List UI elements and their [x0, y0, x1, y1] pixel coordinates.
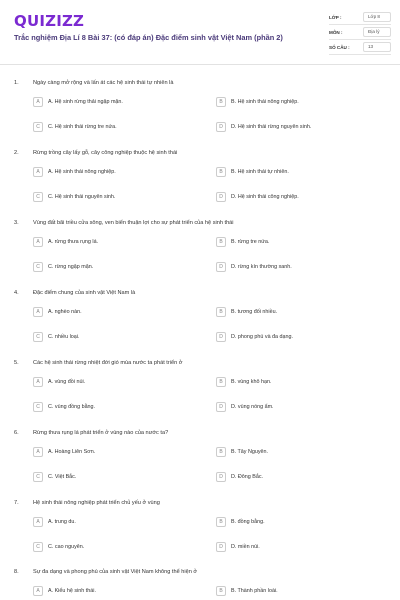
- option-letter-box: A: [33, 307, 43, 317]
- option-letter-box: D: [216, 332, 226, 342]
- option-letter-box: C: [33, 122, 43, 132]
- option-a[interactable]: [33, 446, 203, 458]
- question-text: Rừng trồng cây lấy gỗ, cây công nghiệp thuộc hệ sinh thái: [33, 150, 178, 156]
- option-text: D. phong phú và đa dạng.: [231, 334, 294, 340]
- option-text: B. Hệ sinh thái tự nhiên.: [231, 169, 289, 175]
- option-letter-box: B: [216, 377, 226, 387]
- option-letter-box: C: [33, 472, 43, 482]
- meta-label: MÔN :: [329, 29, 343, 35]
- option-a[interactable]: [33, 585, 203, 597]
- option-letter-box: C: [33, 542, 43, 552]
- option-c[interactable]: [33, 191, 203, 203]
- option-letter-box: B: [216, 237, 226, 247]
- option-text: A. trung du.: [48, 519, 76, 525]
- option-b[interactable]: [216, 585, 386, 597]
- option-text: D. vùng nóng ẩm.: [231, 404, 274, 410]
- option-letter-box: C: [33, 332, 43, 342]
- option-letter-box: D: [216, 262, 226, 272]
- option-b[interactable]: [216, 166, 386, 178]
- option-a[interactable]: [33, 166, 203, 178]
- option-letter-box: A: [33, 517, 43, 527]
- option-text: B. Hệ sinh thái nông nghiệp.: [231, 99, 299, 105]
- question-number: 5.: [14, 360, 19, 366]
- option-text: D. Hệ sinh thái rừng nguyên sinh.: [231, 124, 312, 130]
- option-letter-box: C: [33, 402, 43, 412]
- option-text: C. rừng ngập mặn.: [48, 264, 94, 270]
- question-number: 2.: [14, 150, 19, 156]
- question-number: 7.: [14, 500, 19, 506]
- option-letter-box: B: [216, 447, 226, 457]
- question-text: Ngày càng mở rộng và lấn át các hệ sinh thái tự nhiên là: [33, 80, 174, 86]
- option-text: B. đồng bằng.: [231, 519, 265, 525]
- option-a[interactable]: [33, 376, 203, 388]
- option-a[interactable]: [33, 236, 203, 248]
- page-title: Trắc nghiệm Địa Lí 8 Bài 37: (có đáp án) Đặc điểm sinh vật Việt Nam (phần 2): [14, 33, 283, 42]
- option-b[interactable]: [216, 516, 386, 528]
- option-c[interactable]: [33, 121, 203, 133]
- option-c[interactable]: [33, 471, 203, 483]
- meta-label: LỚP :: [329, 14, 342, 20]
- option-letter-box: A: [33, 447, 43, 457]
- option-c[interactable]: [33, 541, 203, 553]
- option-letter-box: B: [216, 517, 226, 527]
- option-b[interactable]: [216, 236, 386, 248]
- meta-row-subject: [329, 25, 391, 40]
- option-text: A. nghèo nàn.: [48, 309, 82, 315]
- question-number: 8.: [14, 569, 19, 575]
- option-letter-box: A: [33, 97, 43, 107]
- option-d[interactable]: [216, 261, 386, 273]
- option-d[interactable]: [216, 121, 386, 133]
- option-text: B. rừng tre nứa.: [231, 239, 270, 245]
- meta-panel: [329, 10, 391, 55]
- option-b[interactable]: [216, 96, 386, 108]
- option-letter-box: C: [33, 192, 43, 202]
- option-c[interactable]: [33, 261, 203, 273]
- option-letter-box: D: [216, 402, 226, 412]
- question-number: 3.: [14, 220, 19, 226]
- question-number: 1.: [14, 80, 19, 86]
- option-text: A. Hệ sinh thái nông nghiệp.: [48, 169, 116, 175]
- question-text: Vùng đất bãi triều cửa sông, ven biển thuận lợi cho sự phát triển của hệ sinh thái: [33, 220, 234, 226]
- option-text: B. vùng khô hạn.: [231, 379, 272, 385]
- option-a[interactable]: [33, 516, 203, 528]
- option-text: C. Việt Bắc.: [48, 474, 77, 480]
- option-text: D. Đông Bắc.: [231, 474, 264, 480]
- option-letter-box: A: [33, 377, 43, 387]
- option-text: A. Hoàng Liên Sơn.: [48, 449, 96, 455]
- option-letter-box: B: [216, 167, 226, 177]
- option-text: C. cao nguyên.: [48, 544, 85, 550]
- option-text: C. Hệ sinh thái rừng tre nứa.: [48, 124, 117, 130]
- option-text: B. Thành phần loài.: [231, 588, 278, 594]
- option-letter-box: B: [216, 307, 226, 317]
- option-text: A. Hệ sinh rừng thải ngập mặn.: [48, 99, 123, 105]
- option-text: A. rừng thưa rụng lá.: [48, 239, 99, 245]
- header-divider: [0, 64, 400, 65]
- option-text: B. Tây Nguyên.: [231, 449, 269, 455]
- meta-value-subject: Địa lý: [363, 27, 391, 37]
- option-b[interactable]: [216, 376, 386, 388]
- option-text: C. nhiều loại.: [48, 334, 80, 340]
- option-d[interactable]: [216, 191, 386, 203]
- option-letter-box: D: [216, 472, 226, 482]
- option-d[interactable]: [216, 541, 386, 553]
- question-text: Rừng thưa rụng lá phát triển ở vùng nào của nước ta?: [33, 430, 169, 436]
- question-text: Hệ sinh thái nông nghiệp phát triển chủ yếu ở vùng: [33, 500, 160, 506]
- option-a[interactable]: [33, 96, 203, 108]
- option-text: C. vùng đồng bằng.: [48, 404, 96, 410]
- option-letter-box: A: [33, 586, 43, 596]
- meta-label: SỐ CÂU :: [329, 44, 350, 50]
- option-d[interactable]: [216, 471, 386, 483]
- option-b[interactable]: [216, 306, 386, 318]
- option-text: A. vùng đồi núi.: [48, 379, 86, 385]
- option-letter-box: D: [216, 192, 226, 202]
- question-number: 4.: [14, 290, 19, 296]
- option-b[interactable]: [216, 446, 386, 458]
- option-d[interactable]: [216, 331, 386, 343]
- meta-row-count: [329, 40, 391, 55]
- option-text: D. rừng kín thường xanh.: [231, 264, 292, 270]
- option-text: B. tương đối nhiều.: [231, 309, 278, 315]
- option-letter-box: B: [216, 586, 226, 596]
- question-text: Sự đa dạng và phong phú của sinh vật Việt Nam không thể hiện ở: [33, 569, 198, 575]
- option-text: D. miền núi.: [231, 544, 260, 550]
- meta-value-class: Lớp 8: [363, 12, 391, 22]
- option-c[interactable]: [33, 331, 203, 343]
- meta-row-class: [329, 10, 391, 25]
- option-letter-box: B: [216, 97, 226, 107]
- option-text: D. Hệ sinh thái công nghiệp.: [231, 194, 299, 200]
- option-c[interactable]: [33, 401, 203, 413]
- option-d[interactable]: [216, 401, 386, 413]
- option-a[interactable]: [33, 306, 203, 318]
- option-letter-box: D: [216, 122, 226, 132]
- question-text: Các hệ sinh thái rừng nhiệt đới gió mùa nước ta phát triển ở: [33, 360, 183, 366]
- question-number: 6.: [14, 430, 19, 436]
- option-letter-box: A: [33, 167, 43, 177]
- question-text: Đặc điểm chung của sinh vật Việt Nam là: [33, 290, 136, 296]
- meta-value-count: 13: [363, 42, 391, 52]
- option-text: C. Hệ sinh thái nguyên sinh.: [48, 194, 116, 200]
- option-letter-box: D: [216, 542, 226, 552]
- quizizz-logo: QUIZIZZ: [14, 12, 85, 30]
- option-text: A. Kiểu hệ sinh thái.: [48, 588, 96, 594]
- option-letter-box: A: [33, 237, 43, 247]
- option-letter-box: C: [33, 262, 43, 272]
